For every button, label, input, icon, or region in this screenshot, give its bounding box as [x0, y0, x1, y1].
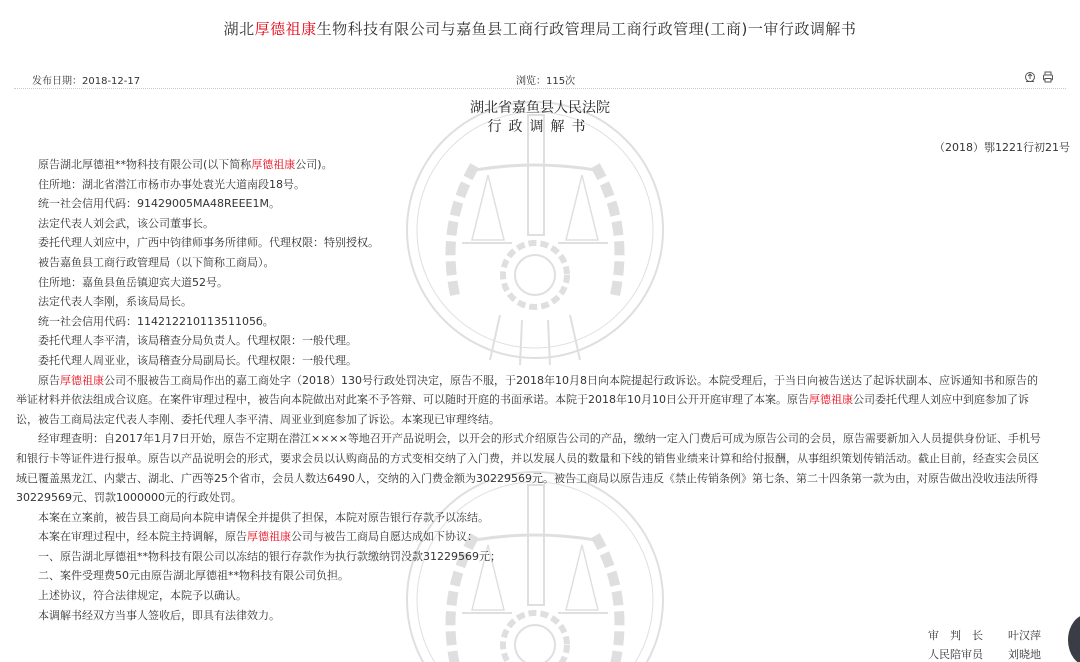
agreement-item-2: 二、案件受理费50元由原告湖北厚德祖**物科技有限公司负担。	[38, 569, 349, 583]
party-line: 统一社会信用代码：91429005MA48REEE1M。	[38, 197, 280, 211]
print-icon[interactable]	[1042, 71, 1054, 83]
party-line: 委托代理人李平清，该局稽查分局负责人。代理权限：一般代理。	[38, 334, 357, 348]
meta-actions	[1024, 71, 1054, 83]
legal-effect-line: 本调解书经双方当事人签收后，即具有法律效力。	[38, 608, 280, 622]
freeze-paragraph: 本案在立案前，被告县工商局向本院申请保全并提供了担保，本院对原告银行存款予以冻结。	[38, 510, 489, 524]
party-line: 法定代表人刘会武，该公司董事长。	[38, 216, 214, 230]
meta-bar	[30, 72, 1060, 88]
title-suffix: 生物科技有限公司与嘉鱼县工商行政管理局工商行政管理(工商)一审行政调解书	[316, 20, 857, 38]
procedure-paragraph: 原告厚德祖康公司不服被告工商局作出的嘉工商处字（2018）130号行政处罚决定，原告不服，于2018年10月8日向本院提起行政诉讼。本院受理后，于当日向被告送达了起诉状副本、应诉通知书和原告的举证材料并依法组成合议庭。在案件审理过程中，被告向本院做出对此案不予答辩、可以随时开庭的书面承诺。本院于2018年10月10日公开开庭审理了本案。原告厚德祖康公司委托代理人刘应中到庭参加了诉讼，被告工商局法定代表人李刚、委托代理人李平清、周亚业到庭参加了诉讼。本案现已审理终结。	[16, 373, 1038, 426]
title-highlight: 厚德祖康	[254, 20, 317, 38]
signature-row	[928, 626, 1068, 645]
highlight-keyword: 厚德祖康	[60, 373, 104, 387]
document-body	[16, 155, 1068, 625]
party-line: 住所地：湖北省潜江市杨市办事处袁光大道南段18号。	[38, 177, 305, 191]
highlight-keyword: 厚德祖康	[808, 393, 853, 407]
court-name: 湖北省嘉鱼县人民法院	[470, 100, 610, 116]
party-line: 被告嘉鱼县工商行政管理局（以下简称工商局）。	[38, 255, 275, 269]
signature-role: 人民陪审员	[928, 648, 983, 661]
party-line: 法定代表人李刚，系该局局长。	[38, 295, 192, 309]
party-line: 委托代理人周亚业，该局稽查分局副局长。代理权限：一般代理。	[38, 353, 357, 367]
page-title	[0, 18, 1080, 39]
share-icon[interactable]	[1024, 71, 1036, 83]
document-type: 行政调解书	[487, 119, 593, 135]
party-line: 原告湖北厚德祖**物科技有限公司(以下简称厚德祖康公司)。	[38, 158, 333, 171]
signature-name: 刘晓地	[1008, 648, 1041, 661]
floating-action-button[interactable]	[1068, 614, 1080, 662]
signature-role: 审 判 长	[928, 629, 983, 642]
meta-divider	[14, 88, 1066, 89]
signatures	[928, 626, 1068, 662]
signature-name: 叶汉萍	[1008, 629, 1041, 642]
mediation-paragraph: 本案在审理过程中，经本院主持调解，原告厚德祖康公司与被告工商局自愿达成如下协议：	[38, 530, 478, 544]
facts-paragraph: 经审理查明：自2017年1月7日开始，原告不定期在潜江××××等地召开产品说明会，以开会的形式介绍原告公司的产品，缴纳一定入门费后可成为原告公司的会员，原告需要新加入人员提供身份证、手机号和银行卡等证件进行报单。原告以产品说明会的形式，要求会员以认购商品的方式变相交纳了入门费，并以发展人员的数量和下线的销售业绩来计算和给付报酬，从事组织策划传销活动。截止目前，经查实会员区域已覆盖黑龙江、内蒙古、湖北、广西等25个省市，会员人数达6490人，交纳的入门费金额为30229569元。被告工商局以原告违反《禁止传销条例》第七条、第二十四条第一款为由，对原告做出没收违法所得30229569元、罚款1000000元的行政处罚。	[16, 432, 1041, 505]
signature-row	[928, 645, 1068, 662]
title-prefix: 湖北	[223, 20, 255, 38]
party-line: 住所地：嘉鱼县鱼岳镇迎宾大道52号。	[38, 275, 228, 289]
highlight-keyword: 厚德祖康	[251, 158, 296, 171]
agreement-item-1: 一、原告湖北厚德祖**物科技有限公司以冻结的银行存款作为执行款缴纳罚没款31229569元；	[38, 549, 501, 563]
confirmation-line: 上述协议，符合法律规定，本院予以确认。	[38, 589, 247, 603]
party-line: 委托代理人刘应中，广西中钧律师事务所律师。代理权限：特别授权。	[38, 236, 379, 250]
publish-date: 发布日期：2018-12-17	[32, 76, 141, 87]
highlight-keyword: 厚德祖康	[247, 530, 291, 544]
view-count: 浏览：115次	[516, 76, 576, 87]
case-number: （2018）鄂1221行初21号	[934, 141, 1070, 154]
party-line: 统一社会信用代码：11421221011351105б。	[38, 314, 274, 328]
